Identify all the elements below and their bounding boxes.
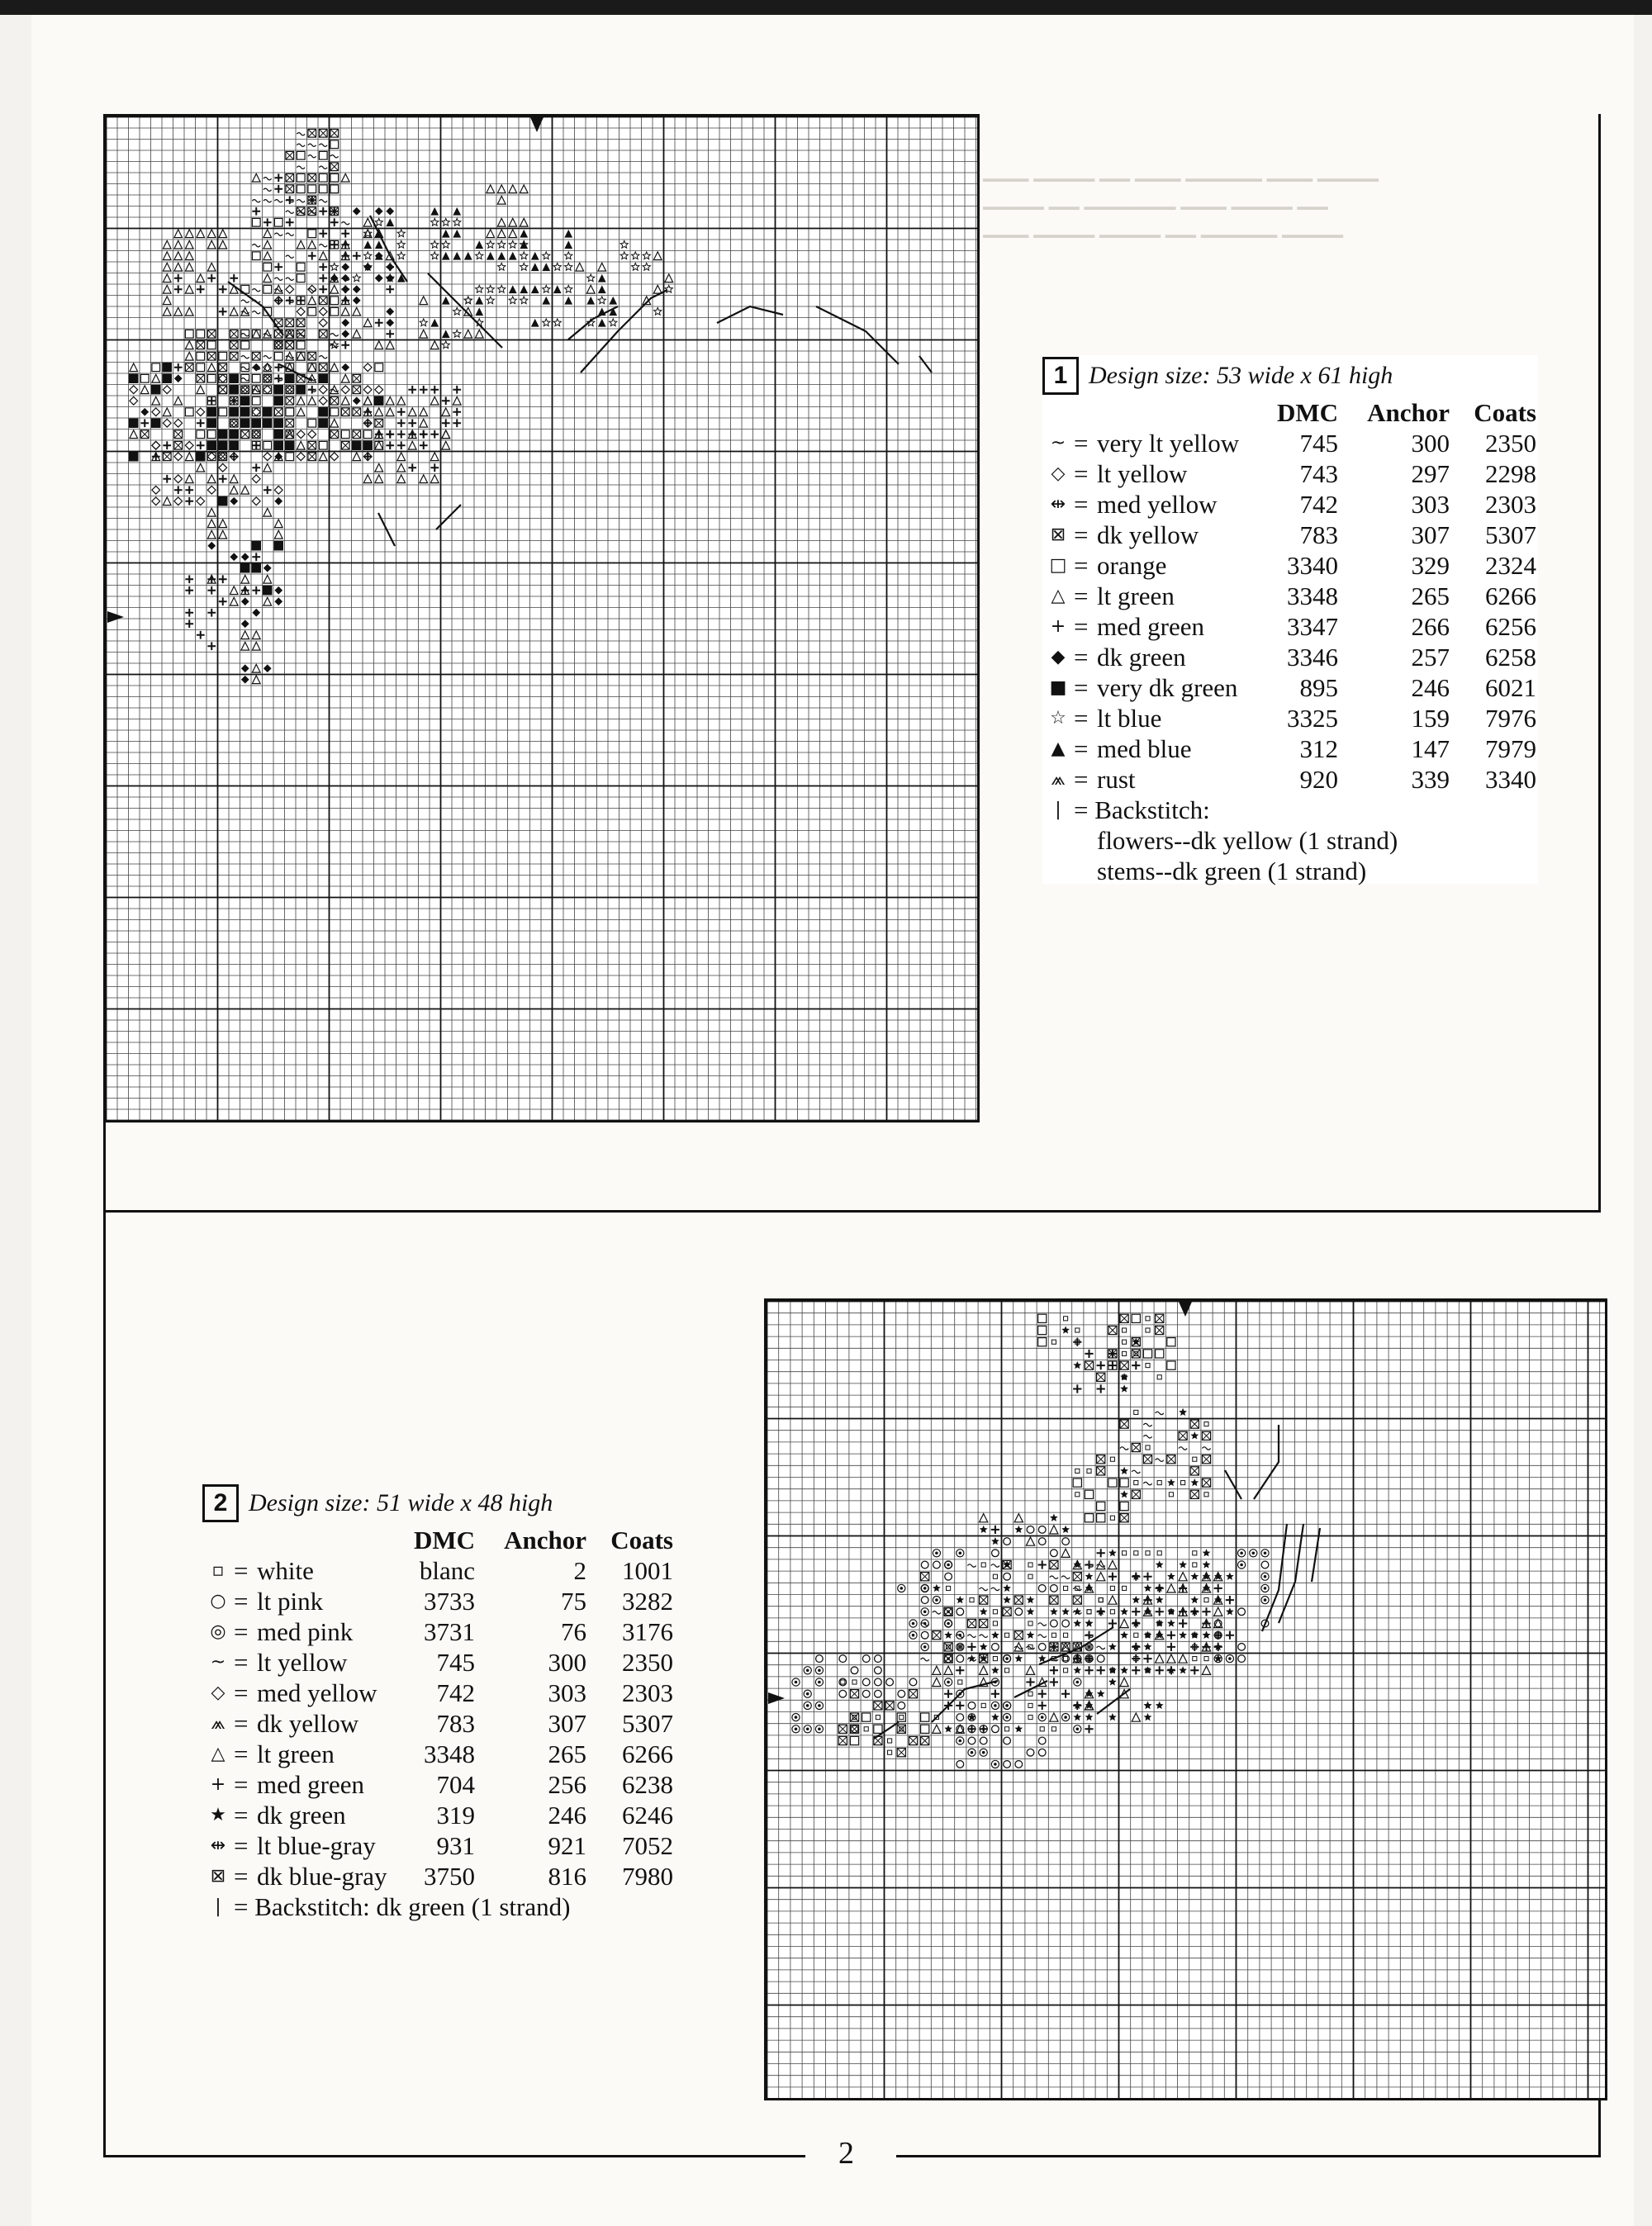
legend-1-header-dmc: DMC <box>1276 398 1338 427</box>
floss-symbol: □ <box>1049 555 1067 576</box>
chart-1-pattern <box>106 116 977 1120</box>
color-name: med blue <box>1097 733 1192 763</box>
color-name: lt yellow <box>1097 458 1188 488</box>
grid-lines <box>767 1301 1605 2098</box>
color-name: white <box>257 1555 314 1585</box>
frame-bottom-left <box>103 2155 805 2157</box>
floss-symbol: ◇ <box>1051 463 1066 484</box>
equals-sign: = <box>234 1616 249 1646</box>
coats-number: 6258 <box>1485 642 1536 672</box>
coats-number: 2303 <box>1485 489 1536 519</box>
grid-lines <box>106 116 977 1120</box>
chart-2-center-arrow-top <box>1177 1300 1194 1318</box>
anchor-number: 76 <box>561 1616 586 1646</box>
equals-sign: = <box>234 1586 249 1616</box>
color-name: lt blue <box>1097 703 1162 733</box>
chart-2-grid <box>764 1298 1607 2100</box>
chart-2-center-arrow-left <box>767 1691 786 1706</box>
color-name: dk yellow <box>1097 520 1199 549</box>
dmc-number: 743 <box>1299 458 1338 488</box>
legend-1-rows <box>1042 428 1538 795</box>
legend-1-headers <box>1042 396 1538 428</box>
backstitch-label: = Backstitch: <box>1074 795 1210 824</box>
color-name: lt green <box>257 1739 335 1768</box>
dmc-number: blanc <box>419 1555 475 1585</box>
legend-row <box>1042 672 1538 703</box>
frame-right-upper <box>1598 114 1601 1213</box>
legend-row <box>1042 458 1538 489</box>
coats-number: 5307 <box>1485 520 1536 549</box>
anchor-number: 159 <box>1411 703 1450 733</box>
legend-2-title <box>202 1483 698 1524</box>
equals-sign: = <box>234 1678 249 1707</box>
legend-row <box>1042 733 1538 764</box>
legend-row <box>1042 611 1538 642</box>
anchor-number: 303 <box>1411 489 1450 519</box>
legend-2-number: 2 <box>202 1484 239 1522</box>
anchor-number: 266 <box>1411 611 1450 641</box>
dmc-number: 3348 <box>424 1739 475 1768</box>
coats-number: 6266 <box>622 1739 673 1768</box>
dmc-number: 3731 <box>424 1616 475 1646</box>
coats-number: 6246 <box>622 1800 673 1830</box>
equals-sign: = <box>1074 672 1089 702</box>
color-name: dk blue-gray <box>257 1861 387 1891</box>
legend-row <box>1042 642 1538 672</box>
color-name: rust <box>1097 764 1136 794</box>
anchor-number: 921 <box>548 1830 586 1860</box>
equals-sign: = <box>1074 428 1089 458</box>
dmc-number: 704 <box>436 1769 475 1799</box>
floss-symbol: ▲ <box>1051 738 1066 759</box>
floss-symbol: ~ <box>1050 433 1066 453</box>
legend-2-headers <box>202 1524 698 1555</box>
legend-2-header-dmc: DMC <box>413 1526 475 1554</box>
legend-row <box>1042 550 1538 581</box>
color-name: lt green <box>1097 581 1175 610</box>
legend-row <box>202 1586 698 1616</box>
coats-number: 2298 <box>1485 458 1536 488</box>
legend-row <box>1042 581 1538 611</box>
coats-number: 3176 <box>622 1616 673 1646</box>
color-name: dk green <box>257 1800 346 1830</box>
floss-symbol: + <box>1050 616 1066 637</box>
dmc-number: 783 <box>436 1708 475 1738</box>
bleed-through-text: ▁▁▁ ▁▁▁▁ ▁▁ ▁▁▁ ▁▁▁▁▁ ▁▁▁ ▁▁▁▁ ▁▁▁▁ ▁▁ ▁▁▁▁▁▁ ▁▁▁ ▁▁▁▁ ▁▁ ▁▁▁ ▁▁▁▁ ▁▁▁▁ ▁▁ ▁▁▁▁▁ ▁▁▁▁ <box>983 160 1379 238</box>
dmc-number: 931 <box>436 1830 475 1860</box>
stitch-symbols <box>129 129 673 683</box>
dmc-number: 3325 <box>1287 703 1338 733</box>
dmc-number: 3347 <box>1287 611 1338 641</box>
anchor-number: 297 <box>1411 458 1450 488</box>
legend-row <box>202 1555 698 1586</box>
anchor-number: 246 <box>1411 672 1450 702</box>
legend-row <box>202 1708 698 1739</box>
anchor-number: 329 <box>1411 550 1450 580</box>
anchor-number: 303 <box>548 1678 586 1707</box>
coats-number: 5307 <box>622 1708 673 1738</box>
equals-sign: = <box>1074 733 1089 763</box>
legend-1-backstitch-stems: stems--dk green (1 strand) <box>1097 856 1367 885</box>
dmc-number: 3348 <box>1287 581 1338 610</box>
color-name: med yellow <box>1097 489 1218 519</box>
legend-1 <box>1042 355 1538 884</box>
coats-number: 2303 <box>622 1678 673 1707</box>
floss-symbol: ⇹ <box>1050 494 1066 515</box>
floss-symbol: ⩕ <box>1051 769 1066 790</box>
equals-sign: = <box>1074 581 1089 610</box>
coats-number: 1001 <box>622 1555 673 1585</box>
anchor-number: 2 <box>573 1555 586 1585</box>
frame-divider <box>103 1210 1600 1213</box>
legend-row <box>1042 428 1538 458</box>
color-name: dk green <box>1097 642 1186 672</box>
coats-number: 7052 <box>622 1830 673 1860</box>
anchor-number: 300 <box>1411 428 1450 458</box>
anchor-number: 300 <box>548 1647 586 1677</box>
color-name: orange <box>1097 550 1167 580</box>
equals-sign: = <box>1074 458 1089 488</box>
frame-left-lower <box>103 1210 106 2157</box>
dmc-number: 319 <box>436 1800 475 1830</box>
equals-sign: = <box>1074 703 1089 733</box>
color-name: very lt yellow <box>1097 428 1240 458</box>
dmc-number: 3346 <box>1287 642 1338 672</box>
frame-bottom-right <box>896 2155 1600 2157</box>
legend-row <box>1042 520 1538 550</box>
legend-row <box>1042 703 1538 733</box>
anchor-number: 147 <box>1411 733 1450 763</box>
color-name: lt pink <box>257 1586 324 1616</box>
equals-sign: = <box>1074 520 1089 549</box>
equals-sign: = <box>1074 764 1089 794</box>
legend-2-backstitch <box>202 1891 698 1922</box>
equals-sign: = <box>1074 642 1089 672</box>
legend-1-title <box>1042 355 1538 396</box>
dmc-number: 742 <box>1299 489 1338 519</box>
legend-2-rows <box>202 1555 698 1891</box>
legend-1-backstitch-flowers: flowers--dk yellow (1 strand) <box>1097 825 1398 855</box>
backstitch-symbol: | <box>1055 800 1061 820</box>
floss-symbol: △ <box>1051 586 1066 606</box>
backstitch-symbol: | <box>215 1896 221 1917</box>
legend-2-design-size: Design size: 51 wide x 48 high <box>249 1489 553 1516</box>
anchor-number: 75 <box>561 1586 586 1616</box>
floss-symbol: ⊠ <box>1050 524 1066 545</box>
legend-1-header-anchor: Anchor <box>1367 398 1450 427</box>
equals-sign: = <box>1074 611 1089 641</box>
color-name: med green <box>1097 611 1204 641</box>
floss-symbol: ◆ <box>1051 647 1066 667</box>
top-edge-bar <box>0 0 1652 15</box>
dmc-number: 3340 <box>1287 550 1338 580</box>
legend-1-header-coats: Coats <box>1474 398 1536 427</box>
legend-2-header-anchor: Anchor <box>504 1526 586 1554</box>
floss-symbol: ★ <box>210 1805 226 1825</box>
floss-symbol: ▫ <box>211 1560 225 1581</box>
legend-1-number: 1 <box>1042 357 1079 395</box>
chart-1-grid <box>103 114 980 1122</box>
coats-number: 2324 <box>1485 550 1536 580</box>
color-name: med green <box>257 1769 364 1799</box>
coats-number: 7976 <box>1485 703 1536 733</box>
page-number: 2 <box>838 2136 854 2171</box>
floss-symbol: ■ <box>1049 677 1067 698</box>
legend-2-header-coats: Coats <box>610 1526 673 1554</box>
anchor-number: 307 <box>548 1708 586 1738</box>
equals-sign: = <box>234 1830 249 1860</box>
color-name: very dk green <box>1097 672 1238 702</box>
equals-sign: = <box>234 1861 249 1891</box>
equals-sign: = <box>234 1800 249 1830</box>
legend-row <box>202 1769 698 1800</box>
floss-symbol: ◇ <box>211 1683 225 1703</box>
equals-sign: = <box>1074 550 1089 580</box>
legend-row <box>202 1678 698 1708</box>
coats-number: 7980 <box>622 1861 673 1891</box>
coats-number: 6238 <box>622 1769 673 1799</box>
floss-symbol: ⩕ <box>211 1713 225 1734</box>
legend-2 <box>202 1483 698 1929</box>
backstitch-label: = Backstitch: dk green (1 strand) <box>234 1891 571 1921</box>
legend-row <box>202 1739 698 1769</box>
legend-row <box>1042 489 1538 520</box>
dmc-number: 3750 <box>424 1861 475 1891</box>
dmc-number: 920 <box>1299 764 1338 794</box>
dmc-number: 312 <box>1299 733 1338 763</box>
coats-number: 3340 <box>1485 764 1536 794</box>
legend-row <box>202 1830 698 1861</box>
anchor-number: 257 <box>1411 642 1450 672</box>
color-name: med pink <box>257 1616 354 1646</box>
coats-number: 7979 <box>1485 733 1536 763</box>
floss-symbol: ◎ <box>210 1621 226 1642</box>
dmc-number: 742 <box>436 1678 475 1707</box>
legend-1-design-size: Design size: 53 wide x 61 high <box>1089 362 1393 389</box>
anchor-number: 265 <box>548 1739 586 1768</box>
dmc-number: 745 <box>1299 428 1338 458</box>
chart-2-pattern <box>767 1301 1605 2098</box>
coats-number: 2350 <box>622 1647 673 1677</box>
coats-number: 6256 <box>1485 611 1536 641</box>
legend-row <box>202 1647 698 1678</box>
anchor-number: 256 <box>548 1769 586 1799</box>
equals-sign: = <box>234 1708 249 1738</box>
legend-row <box>202 1861 698 1891</box>
dmc-number: 895 <box>1299 672 1338 702</box>
anchor-number: 816 <box>548 1861 586 1891</box>
color-name: lt blue-gray <box>257 1830 376 1860</box>
equals-sign: = <box>234 1555 249 1585</box>
color-name: lt yellow <box>257 1647 348 1677</box>
anchor-number: 265 <box>1411 581 1450 610</box>
anchor-number: 307 <box>1411 520 1450 549</box>
equals-sign: = <box>234 1647 249 1677</box>
anchor-number: 246 <box>548 1800 586 1830</box>
legend-row <box>202 1616 698 1647</box>
coats-number: 2350 <box>1485 428 1536 458</box>
legend-row <box>1042 764 1538 795</box>
equals-sign: = <box>1074 489 1089 519</box>
legend-row <box>202 1800 698 1830</box>
floss-symbol: ~ <box>210 1652 226 1673</box>
equals-sign: = <box>234 1739 249 1768</box>
chart-1-center-arrow-left <box>106 610 126 624</box>
dmc-number: 3733 <box>424 1586 475 1616</box>
chart-1-center-arrow-top <box>529 116 545 134</box>
floss-symbol: △ <box>211 1744 225 1764</box>
dmc-number: 783 <box>1299 520 1338 549</box>
color-name: med yellow <box>257 1678 377 1707</box>
floss-symbol: ☆ <box>1050 708 1066 729</box>
color-name: dk yellow <box>257 1708 359 1738</box>
floss-symbol: ⇹ <box>210 1835 226 1856</box>
coats-number: 6266 <box>1485 581 1536 610</box>
dmc-number: 745 <box>436 1647 475 1677</box>
equals-sign: = <box>234 1769 249 1799</box>
floss-symbol: ○ <box>210 1591 226 1611</box>
anchor-number: 339 <box>1411 764 1450 794</box>
floss-symbol: ⊠ <box>210 1866 226 1887</box>
coats-number: 6021 <box>1485 672 1536 702</box>
coats-number: 3282 <box>622 1586 673 1616</box>
legend-1-backstitch <box>1042 795 1538 825</box>
floss-symbol: + <box>210 1774 226 1795</box>
